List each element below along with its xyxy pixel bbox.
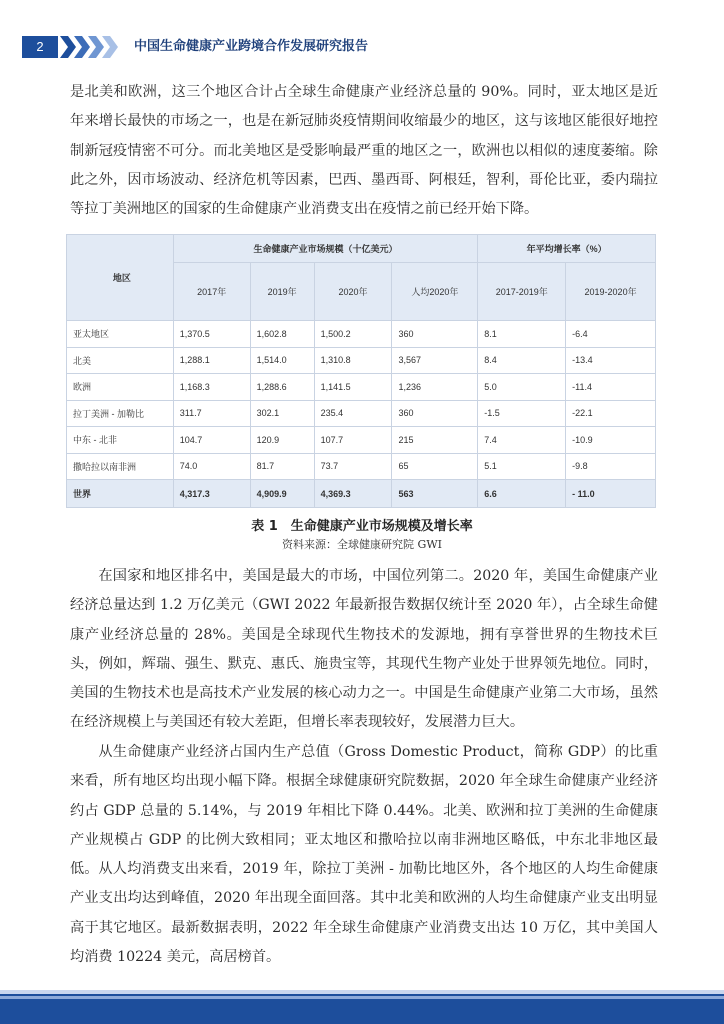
table-row xyxy=(67,400,656,427)
table-cell: 4,909.9 xyxy=(250,480,314,508)
table-cell: 74.0 xyxy=(173,453,250,480)
table-caption: 表 1 生命健康产业市场规模及增长率 xyxy=(251,519,473,534)
table-cell: 1,500.2 xyxy=(314,321,392,348)
table-cell: 1,141.5 xyxy=(314,374,392,401)
table-cell: -22.1 xyxy=(566,400,656,427)
table-cell: 1,168.3 xyxy=(173,374,250,401)
table-cell: 拉丁美洲 - 加勒比 xyxy=(67,400,174,427)
table-cell: 世界 xyxy=(67,480,174,508)
table-cell: 360 xyxy=(392,400,478,427)
table-cell: 215 xyxy=(392,427,478,454)
page-header xyxy=(22,36,722,58)
table-cell: -1.5 xyxy=(478,400,566,427)
table-col-2020: 2020年 xyxy=(314,263,392,321)
table-cell: 7.4 xyxy=(478,427,566,454)
table-col-growth-2019-2020: 2019-2020年 xyxy=(566,263,656,321)
table-cell: 亚太地区 xyxy=(67,321,174,348)
body-paragraph: 是北美和欧洲，这三个地区合计占全球生命健康产业经济总量的 90%。同时，亚太地区是近年来增长最快的市场之一，也是在新冠肺炎疫情期间收缩最少的地区，这与该地区能很好地控制新冠疫情密不可分。而北美地区是受影响最严重的地区之一，欧洲也以相似的速度萎缩。除此之外，因市场波动、经济危机等因素，巴西、墨西哥、阿根廷，智利，哥伦比亚，委内瑞拉等拉丁美洲地区的国家的生命健康产业消费支出在疫情之前已经开始下降。 xyxy=(70,84,658,218)
body-paragraph: 从人均消费支出来看，2019 年，除拉丁美洲 - 加勒比地区外，各个地区的人均生命健康产业支出均达到峰值，2020 年出现全面回落。其中北美和欧洲的人均生命健康产业支出明显高于其它地区。最新数据表明，2022 年全球生命健康产业消费支出达 10 万亿，其中美国人均消费 10224 美元，高居榜首。 xyxy=(70,861,658,965)
header-title: 中国生命健康产业跨境合作发展研究报告 xyxy=(134,39,369,54)
table-cell: 1,236 xyxy=(392,374,478,401)
table-cell: 360 xyxy=(392,321,478,348)
table-cell: 1,370.5 xyxy=(173,321,250,348)
table-cell: 撒哈拉以南非洲 xyxy=(67,453,174,480)
table-cell: 563 xyxy=(392,480,478,508)
table-cell: 6.6 xyxy=(478,480,566,508)
table-row xyxy=(67,321,656,348)
body-paragraph: 从生命健康产业经济占国内生产总值（Gross Domestic Product，简称 GDP）的比重来看，所有地区均出现小幅下降。根据全球健康研究院数据，2020 年全球生命健康产业经济约占 GDP 总量的 5.14%，与 2019 年相比下降 0.44%。北美、欧洲和拉丁美洲的生命健康产业规模占 GDP 的比例大致相同；亚太地区和撒哈拉以南非洲地区略低，中东北非地区最低。 xyxy=(70,744,658,878)
chevron-right-icon xyxy=(60,36,130,58)
table-cell: 235.4 xyxy=(314,400,392,427)
table-cell: 4,369.3 xyxy=(314,480,392,508)
table-header-market-size: 生命健康产业市场规模（十亿美元） xyxy=(173,235,478,263)
table-cell: 1,514.0 xyxy=(250,347,314,374)
table-row xyxy=(67,374,656,401)
table-cell: 81.7 xyxy=(250,453,314,480)
table-cell: 107.7 xyxy=(314,427,392,454)
table-row xyxy=(67,347,656,374)
market-size-table xyxy=(66,234,656,508)
table-cell: -13.4 xyxy=(566,347,656,374)
table-cell: 欧洲 xyxy=(67,374,174,401)
table-cell: 104.7 xyxy=(173,427,250,454)
table-cell: 302.1 xyxy=(250,400,314,427)
table-cell: 1,288.6 xyxy=(250,374,314,401)
table-header-growth-rate: 年平均增长率（%） xyxy=(478,235,656,263)
table-total-row xyxy=(67,480,656,508)
table-cell: 311.7 xyxy=(173,400,250,427)
table-cell: 8.1 xyxy=(478,321,566,348)
table-cell: -10.9 xyxy=(566,427,656,454)
table-source: 资料来源：全球健康研究院 GWI xyxy=(282,538,442,551)
table-cell: 1,288.1 xyxy=(173,347,250,374)
table-cell: 5.1 xyxy=(478,453,566,480)
table-col-2019: 2019年 xyxy=(250,263,314,321)
table-cell: 8.4 xyxy=(478,347,566,374)
table-cell: 1,310.8 xyxy=(314,347,392,374)
table-cell: -6.4 xyxy=(566,321,656,348)
table-cell: 3,567 xyxy=(392,347,478,374)
table-cell: 中东 - 北非 xyxy=(67,427,174,454)
table-cell: 5.0 xyxy=(478,374,566,401)
table-cell: 4,317.3 xyxy=(173,480,250,508)
table-col-growth-2017-2019: 2017-2019年 xyxy=(478,263,566,321)
table-col-2017: 2017年 xyxy=(173,263,250,321)
table-cell: 120.9 xyxy=(250,427,314,454)
table-row xyxy=(67,453,656,480)
page-number: 2 xyxy=(22,36,58,58)
table-col-per-capita-2020: 人均2020年 xyxy=(392,263,478,321)
table-cell: - 11.0 xyxy=(566,480,656,508)
table-header-region: 地区 xyxy=(67,235,174,321)
table-cell: 1,602.8 xyxy=(250,321,314,348)
table-row xyxy=(67,427,656,454)
table-cell: -9.8 xyxy=(566,453,656,480)
footer-stripes xyxy=(0,990,724,1024)
table-cell: 65 xyxy=(392,453,478,480)
table-cell: 73.7 xyxy=(314,453,392,480)
table-cell: -11.4 xyxy=(566,374,656,401)
table-cell: 北美 xyxy=(67,347,174,374)
body-paragraph: 在国家和地区排名中，美国是最大的市场，中国位列第二。2020 年，美国生命健康产业经济总量达到 1.2 万亿美元（GWI 2022 年最新报告数据仅统计至 2020 年），占全球生命健康产业经济总量的 28%。美国是全球现代生物技术的发源地，拥有享誉世界的生物技术巨头，例如，辉瑞、强生、默克、惠氏、施贵宝等，其现代生物产业处于世界领先地位。同时，美国的生物技术也是高技术产业发展的核心动力之一。中国是生命健康产业第二大市场，虽然在经济规模上与美国还有较大差距，但增长率表现较好，发展潜力巨大。 xyxy=(70,568,658,731)
